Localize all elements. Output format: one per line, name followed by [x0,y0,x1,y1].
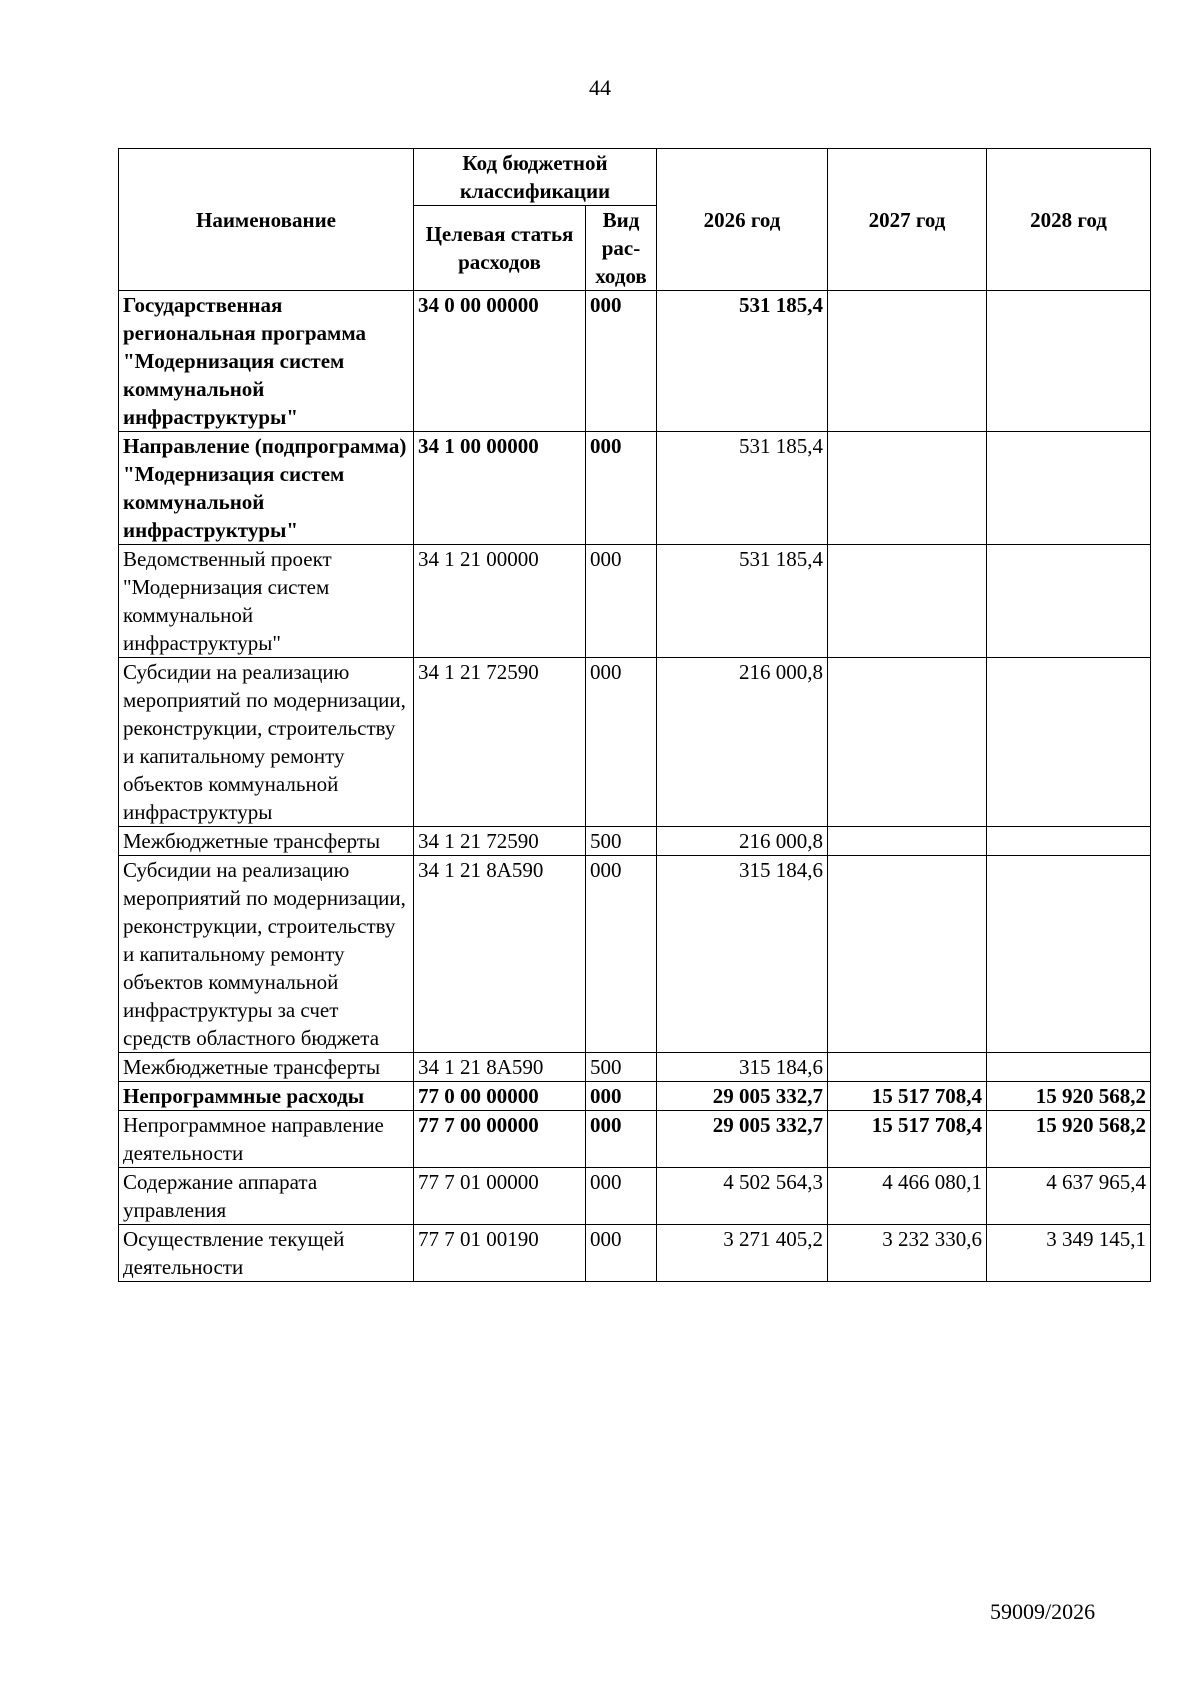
row-name: Непрограммное направление деятельности [119,1111,414,1168]
row-target: 34 1 21 8А590 [414,1053,586,1082]
row-year-2027 [828,291,987,432]
table-row [119,1082,1151,1111]
row-target: 34 1 21 8А590 [414,856,586,1053]
row-year-2026: 531 185,4 [657,291,828,432]
row-year-2027: 4 466 080,1 [828,1168,987,1225]
row-year-2027 [828,856,987,1053]
row-type: 000 [586,545,657,658]
header-type: Вид рас-ходов [586,206,657,291]
header-name: Наименование [119,149,414,291]
row-year-2028 [987,827,1151,856]
row-type: 000 [586,658,657,827]
row-name: Субсидии на реализацию мероприятий по модернизации, реконструкции, строительству и капитальному ремонту объектов коммунальной инфраструктуры [119,658,414,827]
row-year-2026: 315 184,6 [657,1053,828,1082]
row-name: Непрограммные расходы [119,1082,414,1111]
row-year-2027 [828,658,987,827]
row-name: Ведомственный проект "Модернизация систем коммунальной инфраструктуры" [119,545,414,658]
row-year-2026: 29 005 332,7 [657,1111,828,1168]
row-type: 000 [586,291,657,432]
row-year-2026: 531 185,4 [657,432,828,545]
row-type: 000 [586,1111,657,1168]
row-year-2027 [828,1053,987,1082]
row-year-2028: 3 349 145,1 [987,1225,1151,1282]
row-year-2028 [987,1053,1151,1082]
row-type: 000 [586,856,657,1053]
row-year-2027 [828,432,987,545]
header-year-2026: 2026 год [657,149,828,291]
row-type: 000 [586,1225,657,1282]
table-row [119,1225,1151,1282]
header-year-2028: 2028 год [987,149,1151,291]
row-target: 34 0 00 00000 [414,291,586,432]
document-code: 59009/2026 [990,1599,1096,1624]
row-name: Межбюджетные трансферты [119,1053,414,1082]
page-number: 44 [589,75,611,100]
table-row [119,827,1151,856]
table-row [119,291,1151,432]
row-name: Межбюджетные трансферты [119,827,414,856]
header-year-2027: 2027 год [828,149,987,291]
row-name: Осуществление текущей деятельности [119,1225,414,1282]
row-type: 500 [586,827,657,856]
row-year-2028: 4 637 965,4 [987,1168,1151,1225]
table-row [119,1053,1151,1082]
row-year-2026: 315 184,6 [657,856,828,1053]
row-year-2028 [987,432,1151,545]
row-type: 500 [586,1053,657,1082]
row-year-2027 [828,827,987,856]
table-row [119,1111,1151,1168]
table-row [119,432,1151,545]
row-target: 77 7 01 00000 [414,1168,586,1225]
header-code-group: Код бюджетной классификации [414,149,657,206]
row-year-2028 [987,658,1151,827]
row-target: 77 0 00 00000 [414,1082,586,1111]
row-year-2026: 531 185,4 [657,545,828,658]
row-year-2028 [987,856,1151,1053]
row-name: Государственная региональная программа "Модернизация систем коммунальной инфраструктуры" [119,291,414,432]
row-name: Направление (подпрограмма) "Модернизация систем коммунальной инфраструктуры" [119,432,414,545]
row-target: 34 1 21 72590 [414,658,586,827]
row-year-2027: 3 232 330,6 [828,1225,987,1282]
row-year-2028 [987,291,1151,432]
row-type: 000 [586,1082,657,1111]
row-year-2028: 15 920 568,2 [987,1082,1151,1111]
row-year-2026: 3 271 405,2 [657,1225,828,1282]
row-target: 77 7 01 00190 [414,1225,586,1282]
row-year-2026: 29 005 332,7 [657,1082,828,1111]
row-target: 77 7 00 00000 [414,1111,586,1168]
row-year-2026: 216 000,8 [657,658,828,827]
row-target: 34 1 21 00000 [414,545,586,658]
row-type: 000 [586,432,657,545]
row-target: 34 1 21 72590 [414,827,586,856]
row-name: Содержание аппарата управления [119,1168,414,1225]
row-target: 34 1 00 00000 [414,432,586,545]
row-year-2026: 216 000,8 [657,827,828,856]
row-year-2027: 15 517 708,4 [828,1082,987,1111]
row-year-2026: 4 502 564,3 [657,1168,828,1225]
row-year-2028: 15 920 568,2 [987,1111,1151,1168]
budget-table [118,148,1151,1282]
table-row [119,856,1151,1053]
row-year-2027: 15 517 708,4 [828,1111,987,1168]
row-type: 000 [586,1168,657,1225]
row-year-2027 [828,545,987,658]
table-row [119,545,1151,658]
row-year-2028 [987,545,1151,658]
row-name: Субсидии на реализацию мероприятий по модернизации, реконструкции, строительству и капитальному ремонту объектов коммунальной инфраструктуры за счет средств областного бюджета [119,856,414,1053]
table-row [119,1168,1151,1225]
header-target: Целевая статья расходов [414,206,586,291]
table-row [119,658,1151,827]
